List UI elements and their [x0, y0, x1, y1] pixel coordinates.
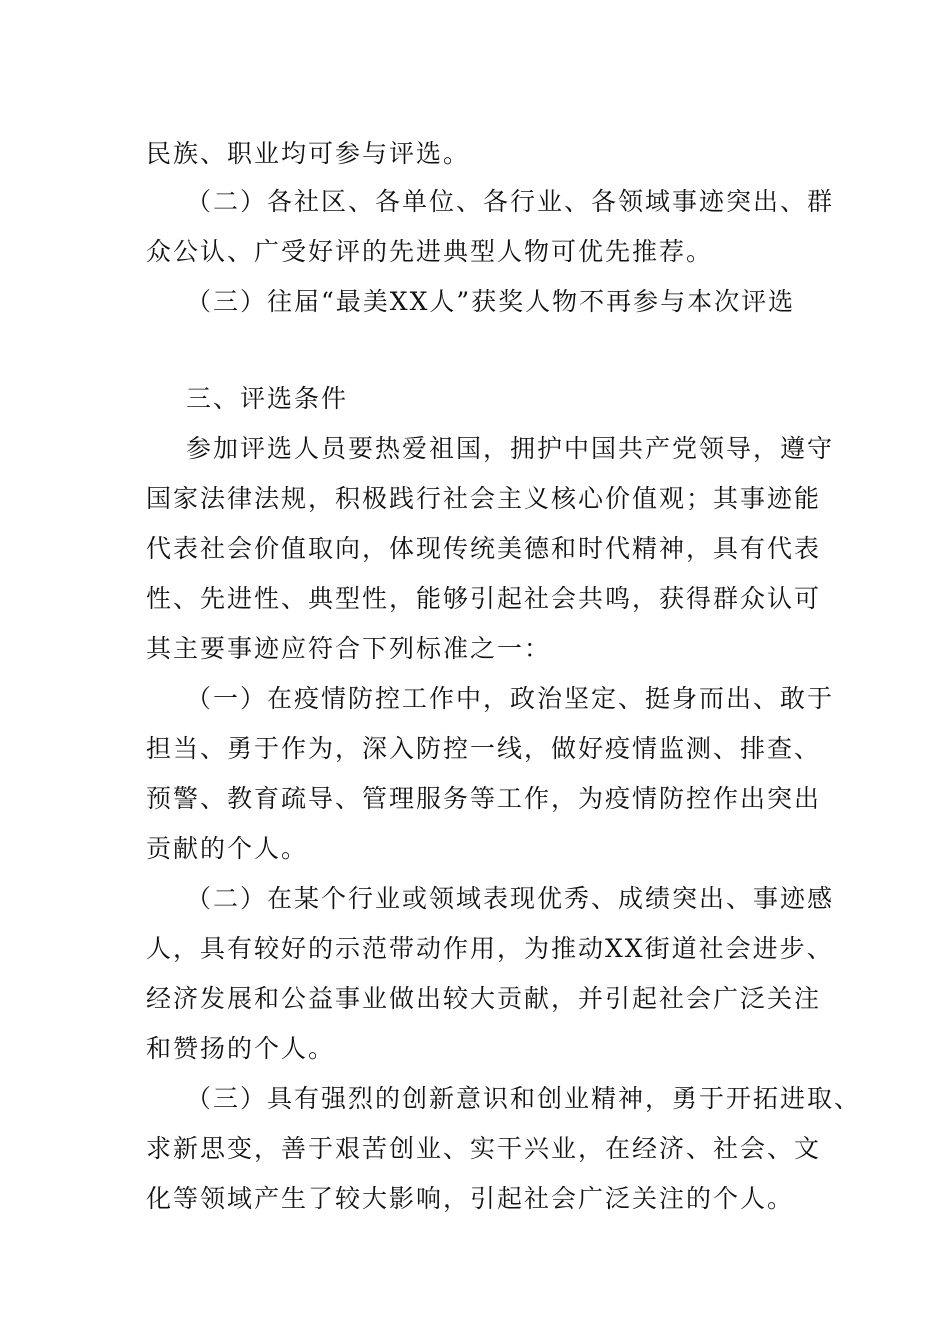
body-line: 求新思变，善于艰苦创业、实干兴业，在经济、社会、文 — [146, 1134, 822, 1163]
body-line: 贡献的个人。 — [146, 834, 309, 863]
section-heading: 三、评选条件 — [186, 384, 349, 413]
body-line: （三）具有强烈的创新意识和创业精神，勇于开拓进取、 — [186, 1084, 862, 1113]
body-line: 人，具有较好的示范带动作用，为推动XX街道社会进步、 — [146, 934, 834, 963]
body-line: 化等领域产生了较大影响，引起社会广泛关注的个人。 — [146, 1184, 795, 1213]
body-line: 经济发展和公益事业做出较大贡献，并引起社会广泛关注 — [146, 984, 822, 1013]
body-line: 预警、教育疏导、管理服务等工作，为疫情防控作出突出 — [146, 784, 822, 813]
body-line: 民族、职业均可参与评选。 — [146, 139, 471, 168]
body-line: 其主要事迹应符合下列标准之一： — [146, 634, 552, 663]
body-line: 众公认、广受好评的先进典型人物可优先推荐。 — [146, 237, 714, 266]
body-line: （三）往届“最美XX人”获奖人物不再参与本次评选 — [186, 287, 796, 316]
body-line: 担当、勇于作为，深入防控一线，做好疫情监测、排查、 — [146, 734, 822, 763]
body-line: 参加评选人员要热爱祖国，拥护中国共产党领导，遵守 — [186, 434, 835, 463]
body-line: （二）各社区、各单位、各行业、各领域事迹突出、群 — [186, 187, 835, 216]
body-line: （一）在疫情防控工作中，政治坚定、挺身而出、敢于 — [186, 684, 835, 713]
body-line: 和赞扬的个人。 — [146, 1034, 336, 1063]
body-line: 国家法律法规，积极践行社会主义核心价值观；其事迹能 — [146, 484, 822, 513]
body-line: （二）在某个行业或领域表现优秀、成绩突出、事迹感 — [186, 884, 835, 913]
body-line: 性、先进性、典型性，能够引起社会共鸣，获得群众认可 — [146, 584, 822, 613]
body-line: 代表社会价值取向，体现传统美德和时代精神，具有代表 — [146, 534, 822, 563]
